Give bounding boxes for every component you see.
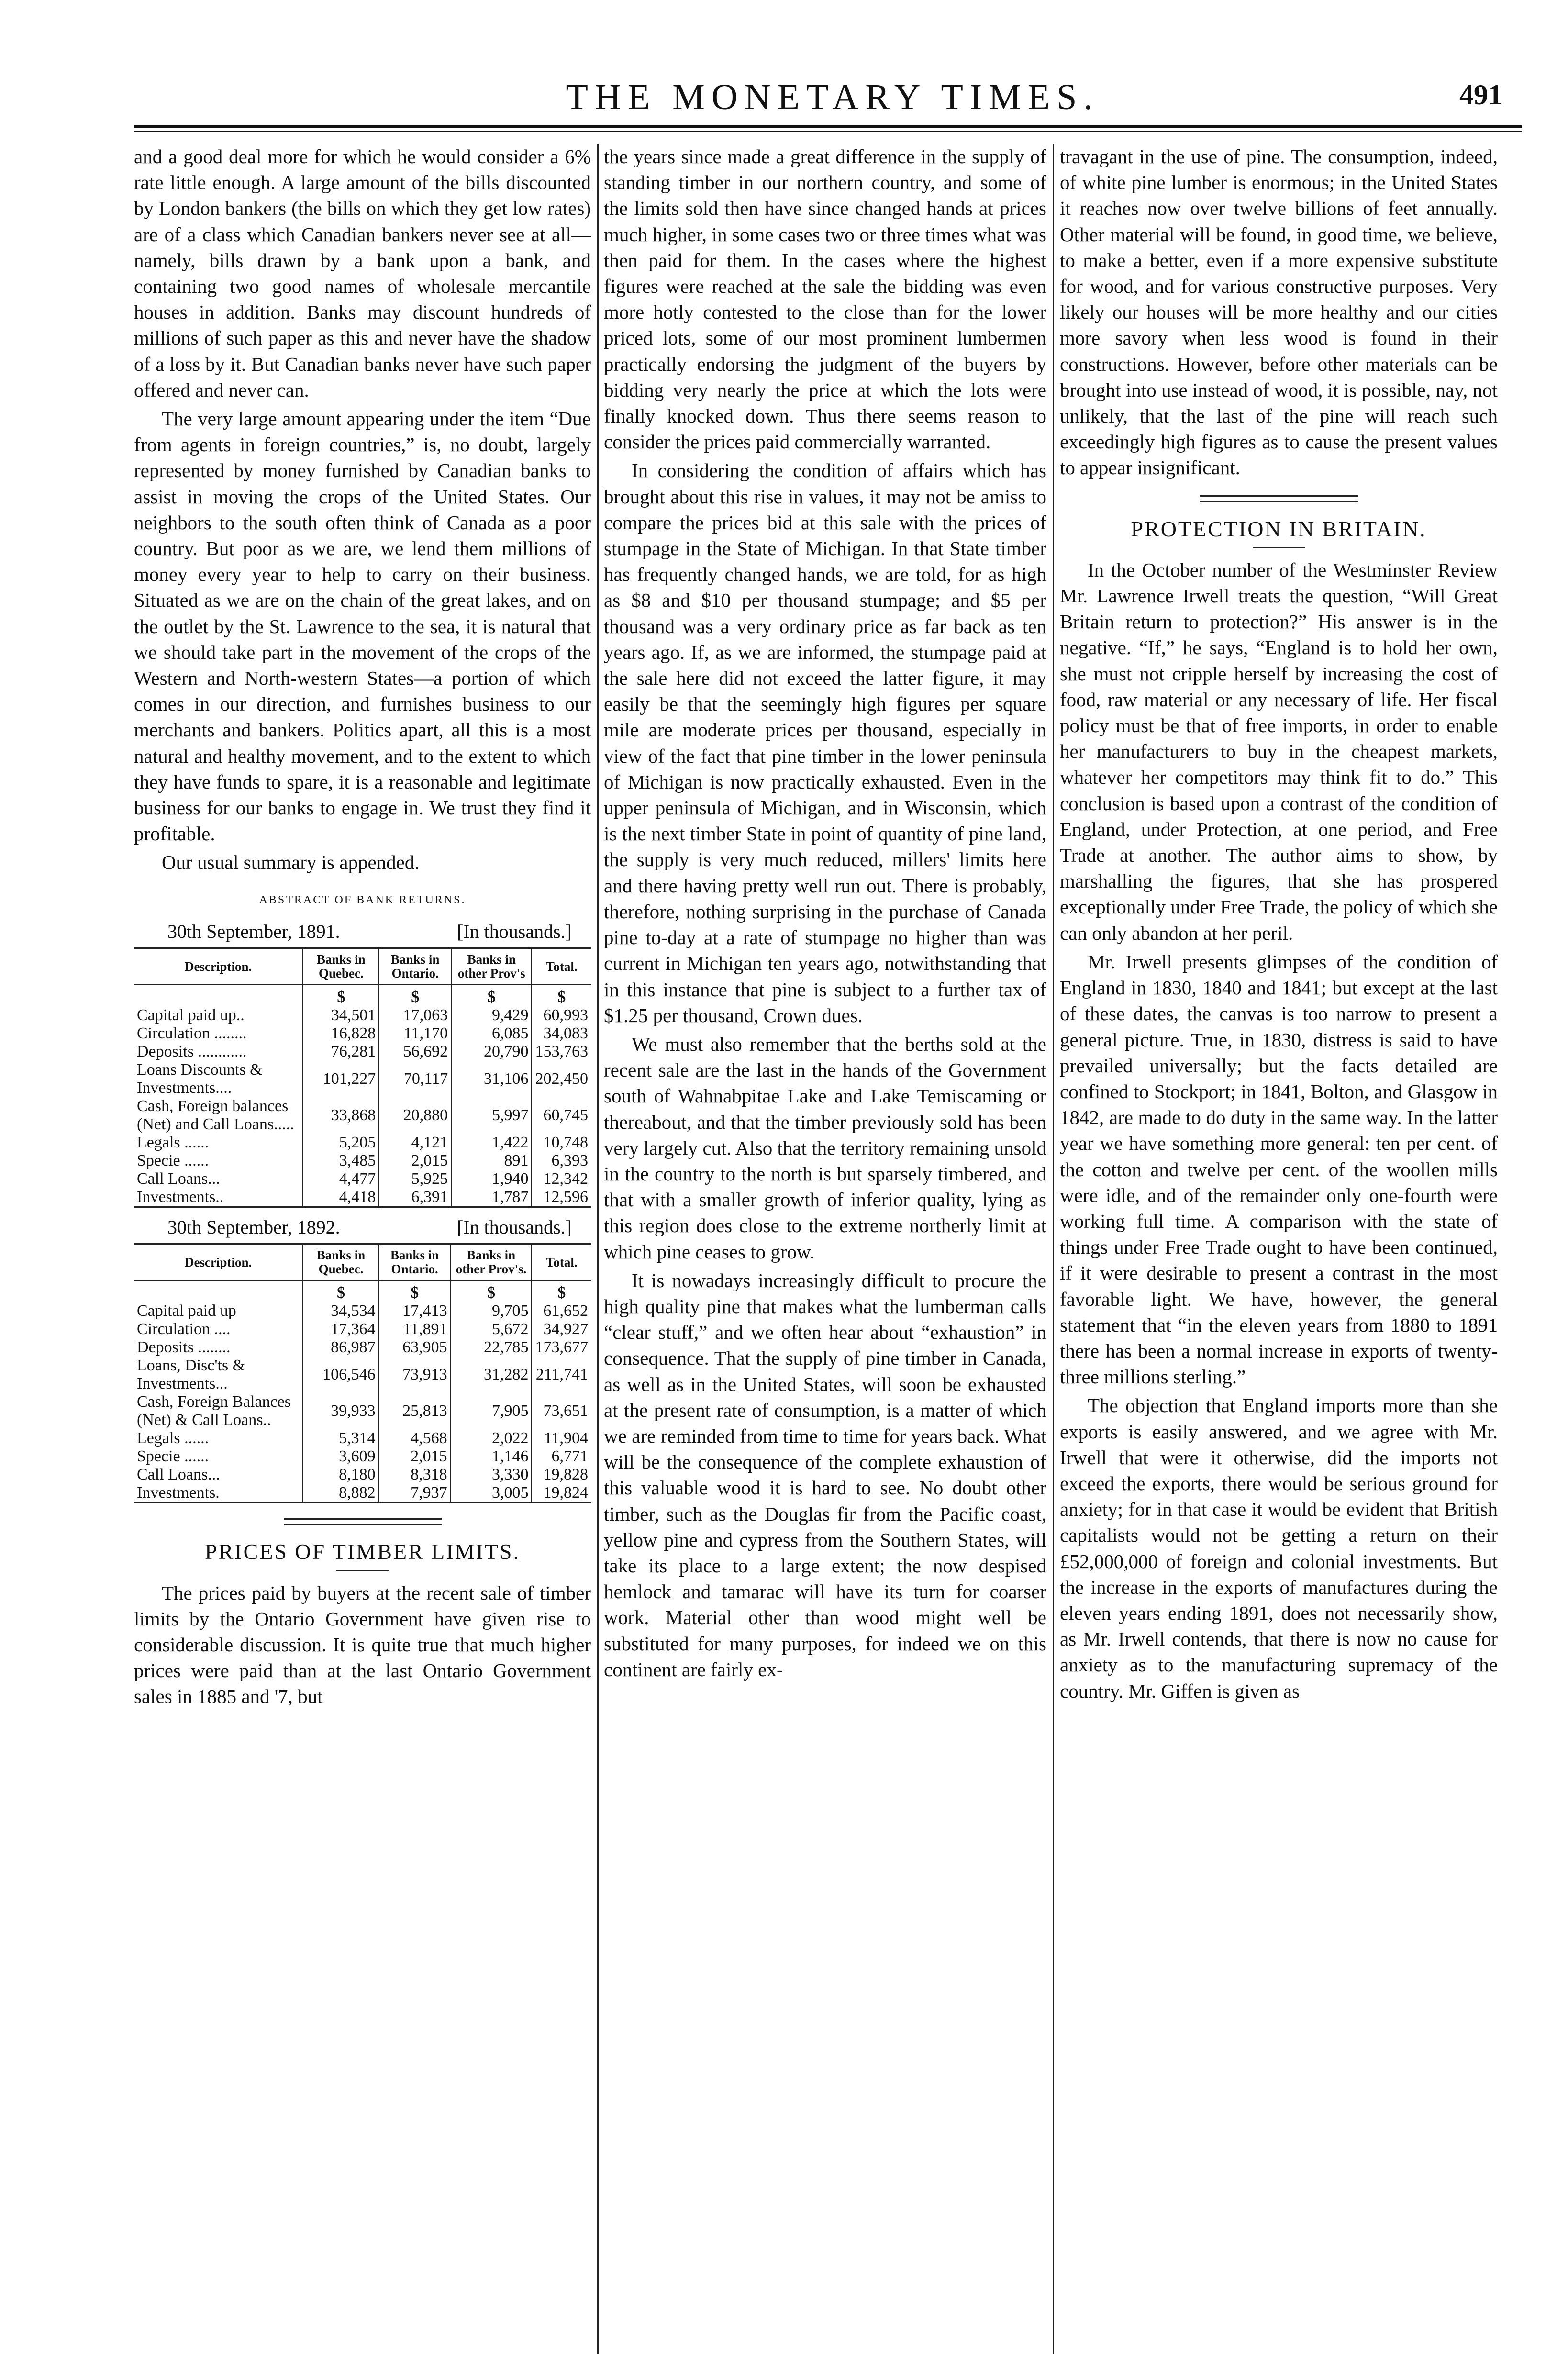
row-description: Specie ...... [137, 1152, 209, 1170]
row-description: Loans, Disc'ts & Investments... [137, 1357, 245, 1393]
value-cell: 5,314 [303, 1429, 378, 1447]
table-row [134, 1466, 591, 1484]
table-row [134, 1170, 591, 1188]
col-header: Total. [532, 1244, 591, 1281]
value-cell: 1,787 [451, 1188, 532, 1207]
page-header [134, 72, 1531, 124]
value-cell: 31,282 [451, 1357, 532, 1393]
row-description: Cash, Foreign balances (Net) and Call Loans..... [137, 1097, 294, 1134]
section-divider [1200, 495, 1358, 502]
unit-cell [134, 985, 303, 1006]
paragraph: In considering the condition of affairs which has brought about this rise in values, it may not be amiss to compare the prices bid at this sale with the prices of stumpage in the State of Michigan. In that State timber has frequently changed hands, we are told, for as high as $8 and $10 per thousand stumpage; and $5 per thousand was a very ordinary price as far back as ten years ago. If, as we are informed, the stumpage paid at the sale here did not exceed the latter figure, it may easily be that the seemingly high figures per square mile are moderate prices per thousand, especially in view of the fact that pine timber in the lower peninsula of Michigan is now practically exhausted. Even in the upper peninsula of Michigan, and in Wisconsin, which is the next timber State in point of quantity of pine land, the supply is very much reduced, millers' limits here and there having pretty well run out. There is probably, therefore, nothing surprising in the purchase of Canada pine to-day at a rate of stumpage no higher than was current in Michigan ten years ago, notwithstanding that in this instance that pine is subject to a further tax of $1.25 per thousand, Crown dues. [604, 459, 1046, 1026]
row-description: Specie ...... [137, 1447, 209, 1466]
table-row [134, 1134, 591, 1152]
value-cell: 12,342 [532, 1170, 591, 1188]
unit-cell: $ [379, 1280, 451, 1302]
table-row [134, 1393, 591, 1429]
value-cell: 6,393 [532, 1152, 591, 1170]
table-row [134, 1338, 591, 1357]
table-row [134, 1024, 591, 1043]
value-cell: 3,485 [303, 1152, 379, 1170]
row-description: Legals ...... [137, 1429, 209, 1447]
value-cell: 11,170 [379, 1024, 451, 1043]
value-cell: 17,413 [379, 1302, 451, 1320]
bank-returns-table-1892 [134, 1243, 591, 1503]
value-cell: 4,477 [303, 1170, 379, 1188]
table-date-row [134, 1214, 591, 1240]
value-cell: 9,429 [451, 1006, 532, 1024]
value-cell: 1,422 [451, 1134, 532, 1152]
paragraph: It is nowadays increasingly difficult to procure the high quality pine that makes what the lumberman calls “clear stuff,” and we often hear about “exhaustion” in consequence. That the supply of pine timber in Canada, as well as in the United States, will soon be exhausted at the present rate of consumption, is a matter of which we are reminded from time to time for years back. What will be the consequence of the complete exhaustion of this valuable wood it is hard to see. No doubt other timber, such as the Douglas fir from the Pacific coast, yellow pine and cypress from the Southern States, will take its place to a large extent; the now despised hemlock and tamarac will have its turn for coarser work. Material other than wood might well be substituted for many purposes, for indeed we on this continent are fairly ex- [604, 1269, 1046, 1681]
paragraph: Our usual summary is appended. [162, 851, 420, 874]
value-cell: 6,085 [451, 1024, 532, 1043]
section-divider [284, 1518, 442, 1525]
value-cell: 11,891 [379, 1320, 451, 1338]
table-row [134, 1357, 591, 1393]
value-cell: 6,391 [379, 1188, 451, 1207]
col-header: Description. [134, 948, 303, 985]
value-cell: 2,015 [379, 1152, 451, 1170]
value-cell: 34,534 [303, 1302, 378, 1320]
paragraph: and a good deal more for which he would consider a 6% rate little enough. A large amount of the bills discounted by London bankers (the bills on which they get low rates) are of a class which Canadian bankers never see at all—namely, bills drawn by a bank upon a bank, and containing two good names of wholesale mercantile houses in addition. Banks may discount hundreds of millions of such paper as this and never have the shadow of a loss by it. But Canadian banks never have such paper offered and never can. [134, 145, 591, 401]
value-cell: 9,705 [451, 1302, 532, 1320]
value-cell: 173,677 [532, 1338, 591, 1357]
row-description: Cash, Foreign Balances (Net) & Call Loans.. [137, 1393, 291, 1429]
value-cell: 39,933 [303, 1393, 378, 1429]
value-cell: 3,609 [303, 1447, 378, 1466]
value-cell: 5,997 [451, 1097, 532, 1134]
value-cell: 12,596 [532, 1188, 591, 1207]
value-cell: 25,813 [379, 1393, 451, 1429]
row-description: Circulation ........ [137, 1024, 247, 1043]
paragraph: The objection that England imports more than she exports is easily answered, and we agree with Mr. Irwell that were it otherwise, did the imports not exceed the exports, there would be serious ground for anxiety; for in that case it would be evident that British capitalists would not be getting a return on their £52,000,000 of foreign and colonial investments. But the increase in the exports of manufactures during the eleven years ending 1891, does not necessarily show, as Mr. Irwell contends, that there is now no cause for anxiety as to the manufacturing supremacy of the country. Mr. Giffen is given as [1060, 1394, 1498, 1702]
paragraph: Mr. Irwell presents glimpses of the condition of England in 1830, 1840 and 1841; but except at the last of these dates, the canvas is too narrow to present a general picture. True, in 1830, distress is said to have prevailed universally; but the facts detailed are confined to Stockport; in 1841, Bolton, and Glasgow in 1842, are made to do duty in the same way. In the latter year we have something more general: ten per cent. of the cotton and twelve per cent. of the woollen mills were idle, and of the remainder only one-fourth were working full time. A comparison with the state of things under Free Trade ought to have been continued, if it were desirable to present a contrast in the most favorable light. We have, however, the general statement that “in the eleven years from 1880 to 1891 there has been a normal increase in exports of twenty-three millions sterling.” [1060, 950, 1498, 1388]
row-description: Investments.. [134, 1188, 303, 1207]
unit-cell: $ [303, 985, 379, 1006]
value-cell: 20,790 [451, 1043, 532, 1061]
value-cell: 106,546 [303, 1357, 378, 1393]
column-2 [604, 144, 1046, 2354]
table-row [134, 1320, 591, 1338]
row-description: Legals ...... [137, 1134, 209, 1152]
page-number: 491 [1459, 79, 1502, 111]
column-3 [1060, 144, 1498, 2354]
table-row [134, 1302, 591, 1320]
value-cell: 19,824 [532, 1484, 591, 1503]
table-unit-note: [In thousands.] [457, 1216, 572, 1238]
table-row [134, 1188, 591, 1207]
value-cell: 6,771 [532, 1447, 591, 1466]
row-description: Deposits ............ [137, 1043, 247, 1061]
value-cell: 10,748 [532, 1134, 591, 1152]
value-cell: 4,121 [379, 1134, 451, 1152]
col-header: Banks in Ontario. [379, 1244, 451, 1281]
paragraph: In the October number of the Westminster Review Mr. Lawrence Irwell treats the question, “Will Great Britain return to protection?” His answer is in the negative. “If,” he says, “England is to hold her own, she must not cripple herself by increasing the cost of food, raw material or any necessary of life. Her fiscal policy must be that of free imports, in order to enable her manufacturers to buy in the cheapest markets, whatever her competitors may think fit to do.” This conclusion is based upon a contrast of the condition of England, under Protection, at one period, and Free Trade at another. The author aims to show, by marshalling the figures, that she has prospered exceptionally under Free Trade, the policy of which she can only abandon at her peril. [1060, 558, 1498, 944]
row-description: Loans Discounts & Investments.... [137, 1061, 263, 1097]
col-header: Banks in Quebec. [303, 948, 379, 985]
col-header: Banks in Ontario. [379, 948, 451, 985]
value-cell: 153,763 [532, 1043, 591, 1061]
section-title-protection: PROTECTION IN BRITAIN. [1131, 516, 1427, 541]
unit-cell: $ [451, 1280, 532, 1302]
row-description: Call Loans... [137, 1170, 220, 1188]
value-cell: 8,318 [379, 1466, 451, 1484]
unit-cell: $ [451, 985, 532, 1006]
value-cell: 61,652 [532, 1302, 591, 1320]
header-rule [134, 125, 1522, 128]
paragraph: We must also remember that the berths sold at the recent sale are the last in the hands of the Government south of Wahnabpitae Lake and Lake Temiscaming or thereabout, and that the timber previously sold has been very largely cut. Also that the territory remaining unsold in the country to the north is but sparsely timbered, and that with a smaller growth of inferior quality, lying as this region does close to the extreme northerly limit at which pine ceases to grow. [604, 1033, 1046, 1263]
value-cell: 19,828 [532, 1466, 591, 1484]
value-cell: 891 [451, 1152, 532, 1170]
unit-cell: $ [379, 985, 451, 1006]
masthead-title: THE MONETARY TIMES. [566, 77, 1100, 117]
row-description: Investments. [134, 1484, 303, 1503]
value-cell: 73,651 [532, 1393, 591, 1429]
value-cell: 4,418 [303, 1188, 379, 1207]
value-cell: 73,913 [379, 1357, 451, 1393]
row-description: Capital paid up [137, 1302, 236, 1320]
value-cell: 60,745 [532, 1097, 591, 1134]
col-header: Total. [532, 948, 591, 985]
col-header: Banks in other Prov's. [451, 1244, 532, 1281]
value-cell: 202,450 [532, 1061, 591, 1097]
value-cell: 34,501 [303, 1006, 379, 1024]
unit-cell: $ [532, 1280, 591, 1302]
col-header: Banks in Quebec. [303, 1244, 378, 1281]
table-row [134, 1043, 591, 1061]
paragraph: travagant in the use of pine. The consumption, indeed, of white pine lumber is enormous; in the United States it reaches now over twelve billions of feet annually. Other material will be found, in good time, we believe, to make a better, even if a more expensive substitute for wood, and for various constructive purposes. Very likely our houses will be more healthy and our cities more savory when less wood is found in their constructions. However, before other materials can be brought into use instead of wood, it is possible, nay, not unlikely, that the last of the pine will reach such exceedingly high figures as to cause the present values to appear insignificant. [1060, 145, 1498, 479]
value-cell: 22,785 [451, 1338, 532, 1357]
value-cell: 8,180 [303, 1466, 378, 1484]
value-cell: 8,882 [303, 1484, 378, 1503]
value-cell: 33,868 [303, 1097, 379, 1134]
section-title-timber: PRICES OF TIMBER LIMITS. [204, 1539, 521, 1564]
value-cell: 70,117 [379, 1061, 451, 1097]
column-1 [134, 144, 591, 2354]
bank-returns-table-1891 [134, 947, 591, 1208]
row-description: Call Loans... [137, 1466, 220, 1484]
value-cell: 101,227 [303, 1061, 379, 1097]
value-cell: 5,672 [451, 1320, 532, 1338]
title-rule [1253, 547, 1305, 548]
paragraph: the years since made a great difference in the supply of standing timber in our northern country, and some of the limits sold then have since changed hands at prices much higher, in some cases two or three times what was then paid for them. In the cases where the highest figures were reached at the sale the bidding was even more hotly contested to the close than for the lower priced lots, some of our most prominent lumbermen practically endorsing the judgment of the buyers by bidding very nearly the price at which the lots were finally knocked down. Thus there seems reason to consider the prices paid commercially warranted. [604, 145, 1046, 453]
column-divider-2 [1053, 144, 1054, 2354]
value-cell: 4,568 [379, 1429, 451, 1447]
value-cell: 63,905 [379, 1338, 451, 1357]
value-cell: 3,330 [451, 1466, 532, 1484]
row-description: Circulation .... [137, 1320, 231, 1338]
unit-row [134, 985, 591, 1006]
value-cell: 11,904 [532, 1429, 591, 1447]
table-caption: ABSTRACT OF BANK RETURNS. [259, 893, 466, 906]
value-cell: 34,083 [532, 1024, 591, 1043]
table-row [134, 1152, 591, 1170]
value-cell: 31,106 [451, 1061, 532, 1097]
unit-row [134, 1280, 591, 1302]
value-cell: 211,741 [532, 1357, 591, 1393]
row-description: Deposits ........ [137, 1338, 231, 1357]
value-cell: 86,987 [303, 1338, 378, 1357]
value-cell: 60,993 [532, 1006, 591, 1024]
row-description: Capital paid up.. [137, 1006, 245, 1024]
value-cell: 1,146 [451, 1447, 532, 1466]
unit-cell [134, 1280, 303, 1302]
table-unit-note: [In thousands.] [457, 920, 572, 942]
value-cell: 3,005 [451, 1484, 532, 1503]
unit-cell: $ [532, 985, 591, 1006]
header-rule-thin [134, 131, 1522, 132]
table-row [134, 1097, 591, 1134]
table-row [134, 1447, 591, 1466]
value-cell: 20,880 [379, 1097, 451, 1134]
table-date: 30th September, 1891. [167, 920, 340, 942]
table-row [134, 1429, 591, 1447]
value-cell: 17,364 [303, 1320, 378, 1338]
col-header: Banks in other Prov's [451, 948, 532, 985]
value-cell: 2,022 [451, 1429, 532, 1447]
table-date: 30th September, 1892. [167, 1216, 340, 1238]
value-cell: 5,925 [379, 1170, 451, 1188]
value-cell: 1,940 [451, 1170, 532, 1188]
paragraph: The prices paid by buyers at the recent sale of timber limits by the Ontario Government have given rise to considerable discussion. It is quite true that much higher prices were paid than at the last Ontario Government sales in 1885 and '7, but [134, 1581, 591, 1708]
col-header: Description. [134, 1244, 303, 1281]
column-divider-1 [597, 144, 599, 2354]
value-cell: 16,828 [303, 1024, 379, 1043]
value-cell: 34,927 [532, 1320, 591, 1338]
value-cell: 76,281 [303, 1043, 379, 1061]
value-cell: 7,937 [379, 1484, 451, 1503]
value-cell: 5,205 [303, 1134, 379, 1152]
unit-cell: $ [303, 1280, 378, 1302]
value-cell: 56,692 [379, 1043, 451, 1061]
title-rule [336, 1570, 389, 1571]
table-row [134, 1006, 591, 1024]
value-cell: 17,063 [379, 1006, 451, 1024]
table-date-row [134, 919, 591, 945]
value-cell: 2,015 [379, 1447, 451, 1466]
value-cell: 7,905 [451, 1393, 532, 1429]
table-row [134, 1484, 591, 1503]
paragraph: The very large amount appearing under the item “Due from agents in foreign countries,” is, no doubt, largely represented by money furnished by Canadian banks to assist in moving the crops of the United States. Our neighbors to the south often think of Canada as a poor country. But poor as we are, we lend them millions of money every year to help to carry on their business. Situated as we are on the chain of the great lakes, and on the outlet by the St. Lawrence to the sea, it is natural that we should take part in the movement of the crops of the Western and North-western States—a portion of which comes in our direction, and furnishes business to our merchants and bankers. Politics apart, all this is a most natural and healthy movement, and to the extent to which they have funds to spare, it is a reasonable and legitimate business for our banks to engage in. We trust they find it profitable. [134, 408, 591, 845]
table-row [134, 1061, 591, 1097]
